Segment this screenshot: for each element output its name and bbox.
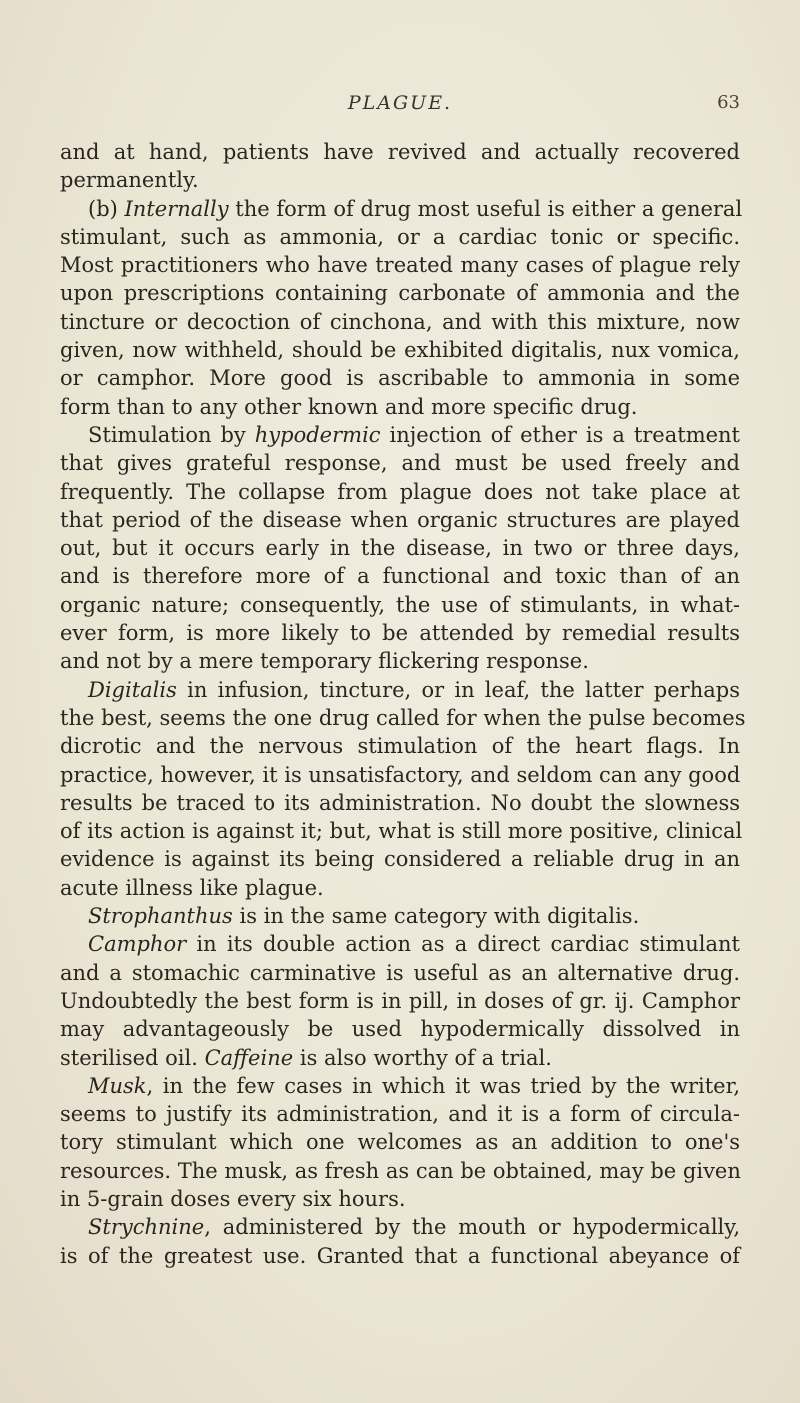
text-segment: that period of the disease when organic structures are played — [60, 507, 740, 532]
text-segment: tincture or decoction of cinchona, and with this mixture, now — [60, 309, 740, 334]
text-segment: and not by a mere temporary flickering response. — [60, 649, 589, 674]
text-line — [60, 393, 740, 421]
italic-term: Caffeine — [204, 1045, 294, 1070]
italic-term: Strophanthus — [88, 904, 233, 929]
text-segment: and a stomachic carminative is useful as an alternative drug. — [60, 960, 740, 985]
text-line — [60, 789, 740, 817]
text-line — [60, 874, 740, 902]
text-line — [60, 506, 740, 534]
text-segment: the best, seems the one drug called for when the pulse becomes — [60, 705, 746, 730]
text-segment: in infusion, tincture, or in leaf, the latter perhaps — [176, 677, 740, 702]
text-segment: , in the few cases in which it was tried by the writer, — [146, 1073, 740, 1098]
italic-term: Strychnine — [88, 1215, 205, 1240]
text-segment: Most practitioners who have treated many cases of plague rely — [60, 253, 740, 278]
running-title: PLAGUE. — [347, 92, 453, 114]
text-line — [60, 1072, 740, 1100]
text-segment: frequently. The collapse from plague does not take place at — [60, 479, 740, 504]
text-line — [60, 251, 740, 279]
text-segment: given, now withheld, should be exhibited digitalis, nux vomica, — [60, 338, 740, 363]
page-header — [60, 92, 740, 122]
italic-term: Musk — [88, 1073, 147, 1098]
text-line — [60, 817, 743, 845]
text-line — [60, 959, 740, 987]
text-segment: evidence is against its being considered a reliable drug in an — [60, 847, 740, 872]
text-segment: or camphor. More good is ascribable to ammonia in some — [60, 366, 740, 391]
text-segment: is of the greatest use. Granted that a functional abeyance of — [60, 1243, 740, 1268]
text-line — [60, 704, 746, 732]
text-segment: acute illness like plague. — [60, 875, 324, 900]
text-segment: (b) — [88, 196, 125, 221]
text-line — [60, 421, 740, 449]
text-segment: ever form, is more likely to be attended by remedial results — [60, 621, 740, 646]
text-line — [60, 902, 740, 930]
text-line — [60, 195, 743, 223]
text-line — [60, 279, 740, 307]
text-line — [60, 1213, 740, 1241]
body-text — [60, 138, 746, 1270]
text-segment: form than to any other known and more specific drug. — [60, 394, 638, 419]
text-line — [60, 647, 740, 675]
text-segment: resources. The musk, as fresh as can be obtained, may be given — [60, 1158, 741, 1183]
text-segment: and is therefore more of a functional and toxic than of an — [60, 564, 740, 589]
text-line — [60, 166, 740, 194]
text-line — [60, 1015, 740, 1043]
text-line — [60, 732, 740, 760]
text-segment: may advantageously be used hypodermically dissolved in — [60, 1017, 740, 1042]
text-segment: practice, however, it is unsatisfactory, and seldom can any good — [60, 762, 741, 787]
text-segment: of its action is against it; but, what is still more positive, clinical — [60, 819, 743, 844]
text-line — [60, 676, 740, 704]
text-line — [60, 1044, 740, 1072]
text-segment: that gives grateful response, and must be used freely and — [60, 451, 740, 476]
text-line — [60, 1128, 740, 1156]
text-segment: dicrotic and the nervous stimulation of the heart flags. In — [60, 734, 740, 759]
text-line — [60, 138, 740, 166]
text-line — [60, 562, 740, 590]
text-line — [60, 1185, 740, 1213]
text-line — [60, 1242, 740, 1270]
italic-term: Internally — [124, 196, 229, 221]
text-line — [60, 308, 740, 336]
text-line — [60, 336, 740, 364]
text-line — [60, 364, 740, 392]
text-line — [60, 1157, 740, 1185]
text-segment: stimulant, such as ammonia, or a cardiac tonic or specific. — [60, 224, 740, 249]
text-line — [60, 1100, 740, 1128]
text-segment: is also worthy of a trial. — [293, 1045, 552, 1070]
text-line — [60, 987, 740, 1015]
text-segment: Undoubtedly the best form is in pill, in doses of gr. ij. Camphor — [60, 988, 740, 1013]
text-segment: sterilised oil. — [60, 1045, 205, 1070]
page-number: 63 — [717, 92, 740, 113]
text-segment: the form of drug most useful is either a general — [228, 196, 743, 221]
text-segment: , administered by the mouth or hypodermically, — [204, 1215, 740, 1240]
text-segment: in 5-grain doses every six hours. — [60, 1186, 406, 1211]
text-segment: is in the same category with digitalis. — [232, 904, 640, 929]
text-segment: permanently. — [60, 168, 199, 193]
text-line — [60, 761, 740, 789]
text-line — [60, 845, 740, 873]
italic-term: Camphor — [88, 932, 187, 957]
text-line — [60, 478, 740, 506]
text-line — [60, 534, 740, 562]
text-segment: seems to justify its administration, and it is a form of circula- — [60, 1102, 740, 1127]
italic-term: Digitalis — [88, 677, 177, 702]
text-line — [60, 223, 740, 251]
text-line — [60, 619, 740, 647]
text-segment: results be traced to its administration. No doubt the slowness — [60, 790, 740, 815]
text-segment: and at hand, patients have revived and actually recovered — [60, 140, 740, 164]
text-line — [60, 449, 740, 477]
italic-term: hypodermic — [254, 422, 381, 447]
text-segment: upon prescriptions containing carbonate of ammonia and the — [60, 281, 740, 306]
text-segment: tory stimulant which one welcomes as an addition to one's — [60, 1130, 740, 1155]
text-segment: injection of ether is a treatment — [380, 422, 740, 447]
text-segment: out, but it occurs early in the disease, in two or three days, — [60, 536, 740, 561]
text-segment: organic nature; consequently, the use of stimulants, in what- — [60, 592, 740, 617]
text-segment: Stimulation by — [88, 422, 255, 447]
text-line — [60, 930, 740, 958]
text-line — [60, 591, 740, 619]
text-segment: in its double action as a direct cardiac stimulant — [186, 932, 740, 957]
